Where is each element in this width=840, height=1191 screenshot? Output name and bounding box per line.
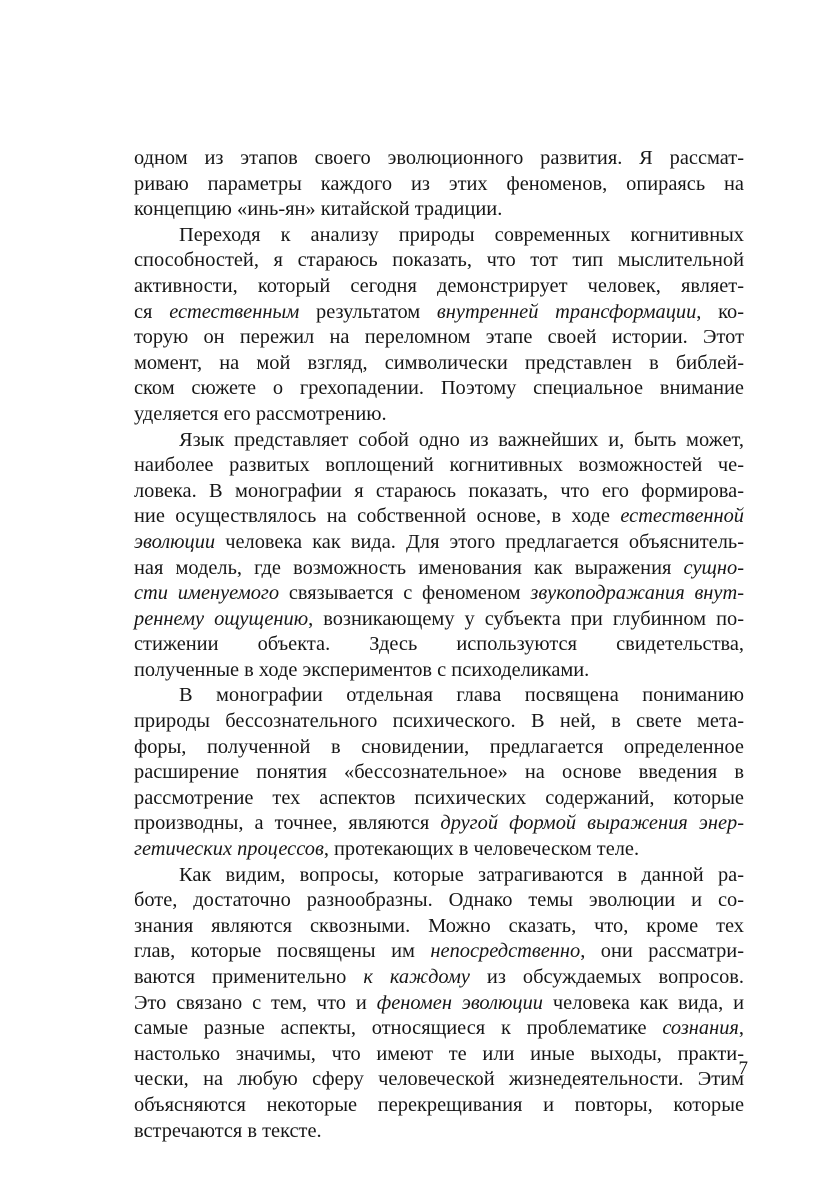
text-line — [134, 888, 744, 914]
italic-span: реннему ощущению — [134, 607, 309, 630]
text-line — [134, 402, 744, 428]
text-line — [134, 504, 744, 530]
text-span: В монографии отдельная глава посвящена пониманию — [179, 684, 744, 707]
text-line — [134, 1093, 744, 1119]
text-span: торую он пережил на переломном этапе своей истории. Этот — [134, 326, 744, 349]
text-span: боте, достаточно разнообразны. Однако темы эволюции и со- — [134, 889, 744, 912]
text-line — [134, 248, 744, 274]
text-line — [134, 786, 744, 812]
text-line — [134, 991, 744, 1017]
text-span: из обсуждаемых вопросов. — [469, 966, 745, 988]
text-span: настолько значимы, что имеют те или иные выходы, практи- — [134, 1042, 744, 1065]
text-span: глав, которые посвящены им — [134, 940, 431, 963]
italic-span: эволюции — [134, 530, 216, 553]
text-span: Это связано с тем, что и — [134, 991, 377, 1014]
text-line — [134, 965, 744, 991]
text-span: человека как вида, и — [542, 991, 744, 1014]
text-span: Язык представляет собой одно из важнейших и, быть может, — [179, 428, 744, 451]
text-span: концепцию «инь-ян» китайской традиции. — [134, 198, 503, 221]
text-span: встречаются в тексте. — [134, 1119, 322, 1142]
italic-span: к каждому — [363, 966, 470, 988]
text-line — [134, 274, 744, 300]
text-line — [134, 146, 744, 172]
text-line — [134, 632, 744, 658]
text-span: , — [738, 1017, 744, 1040]
text-line — [134, 223, 744, 249]
italic-span: сущно- — [683, 556, 744, 579]
text-line — [134, 428, 744, 454]
text-span: производны, а точнее, являются — [134, 812, 441, 835]
text-line — [134, 709, 744, 735]
text-span: человека как вида. Для этого предлагается объяснитель- — [215, 530, 744, 553]
text-span: активности, который сегодня демонстрирует человек, являет- — [134, 274, 744, 297]
text-span: связывается с феноменом — [279, 582, 531, 605]
text-line — [134, 351, 744, 377]
text-span: самые разные аспекты, относящиеся к проблематике — [134, 1017, 663, 1040]
text-line — [134, 300, 744, 326]
text-span: , ко- — [696, 300, 744, 323]
text-span: способностей, я стараюсь показать, что тот тип мыслительной — [134, 249, 744, 272]
text-line — [134, 658, 744, 684]
italic-span: естественным — [169, 300, 300, 323]
text-line — [134, 556, 744, 582]
text-span: ся — [134, 300, 170, 323]
text-line — [134, 530, 744, 556]
text-span: ная модель, где возможность именования как выражения — [134, 556, 684, 579]
text-line — [134, 683, 744, 709]
text-line — [134, 1119, 744, 1145]
italic-span: внутренней трансформации — [436, 300, 697, 323]
text-span: , они рассматри- — [580, 940, 744, 963]
text-span: наиболее развитых воплощений когнитивных возможностей че- — [134, 454, 744, 477]
text-span: , протекающих в человеческом теле. — [323, 838, 640, 861]
text-span: стижении объекта. Здесь используются свидетельства, — [134, 633, 744, 656]
text-line — [134, 479, 744, 505]
text-line — [134, 581, 744, 607]
text-line — [134, 1042, 744, 1068]
text-span: момент, на мой взгляд, символически представлен в библей- — [134, 351, 744, 374]
text-line — [134, 760, 744, 786]
text-span: ском сюжете о грехопадении. Поэтому специальное внимание — [134, 377, 744, 400]
text-span: ваются применительно — [134, 966, 364, 988]
text-span: ние осуществлялось на собственной основе, в ходе — [134, 505, 621, 528]
italic-span: феномен эволюции — [376, 991, 543, 1014]
text-line — [134, 1067, 744, 1093]
text-line — [134, 197, 744, 223]
text-line — [134, 863, 744, 889]
text-span: ловека. В монографии я стараюсь показать, что его формирова- — [134, 479, 744, 502]
italic-span: звукоподражания внут- — [530, 582, 744, 605]
italic-span: естественной — [620, 505, 744, 528]
text-line — [134, 1016, 744, 1042]
body-text — [134, 146, 744, 1144]
text-span: одном из этапов своего эволюционного развития. Я рассмат- — [134, 147, 744, 169]
italic-span: гетических процессов — [134, 838, 324, 861]
text-span: рассмотрение тех аспектов психических содержаний, которые — [134, 786, 744, 809]
text-span: Переходя к анализу природы современных когнитивных — [179, 223, 744, 246]
text-line — [134, 325, 744, 351]
text-line — [134, 914, 744, 940]
text-span: знания являются сквозными. Можно сказать, что, кроме тех — [134, 914, 744, 937]
text-span: , возникающему у субъекта при глубинном по- — [308, 607, 744, 630]
italic-span: сти именуемого — [134, 582, 280, 605]
text-span: чески, на любую сферу человеческой жизнедеятельности. Этим — [134, 1068, 744, 1091]
text-span: полученные в ходе экспериментов с психоделиками. — [134, 658, 590, 681]
text-line — [134, 607, 744, 633]
text-span: риваю параметры каждого из этих феноменов, опираясь на — [134, 172, 744, 195]
text-span: уделяется его рассмотрению. — [134, 402, 387, 425]
text-line — [134, 376, 744, 402]
text-span: расширение понятия «бессознательное» на основе введения в — [134, 761, 744, 784]
text-line — [134, 172, 744, 198]
italic-span: непосредственно — [430, 940, 581, 963]
text-span: объясняются некоторые перекрещивания и повторы, которые — [134, 1093, 744, 1116]
text-line — [134, 837, 744, 863]
text-span: природы бессознательного психического. В ней, в свете мета- — [134, 710, 744, 733]
italic-span: другой формой выражения энер- — [440, 812, 744, 835]
text-span: Как видим, вопросы, которые затрагиваются в данной ра- — [179, 863, 744, 886]
text-span: форы, полученной в сновидении, предлагается определенное — [134, 735, 744, 758]
text-line — [134, 735, 744, 761]
page-number: 7 — [738, 1058, 748, 1079]
italic-span: сознания — [662, 1017, 739, 1040]
text-line — [134, 811, 744, 837]
text-span: результатом — [299, 300, 437, 323]
text-line — [134, 453, 744, 479]
text-line — [134, 939, 744, 965]
